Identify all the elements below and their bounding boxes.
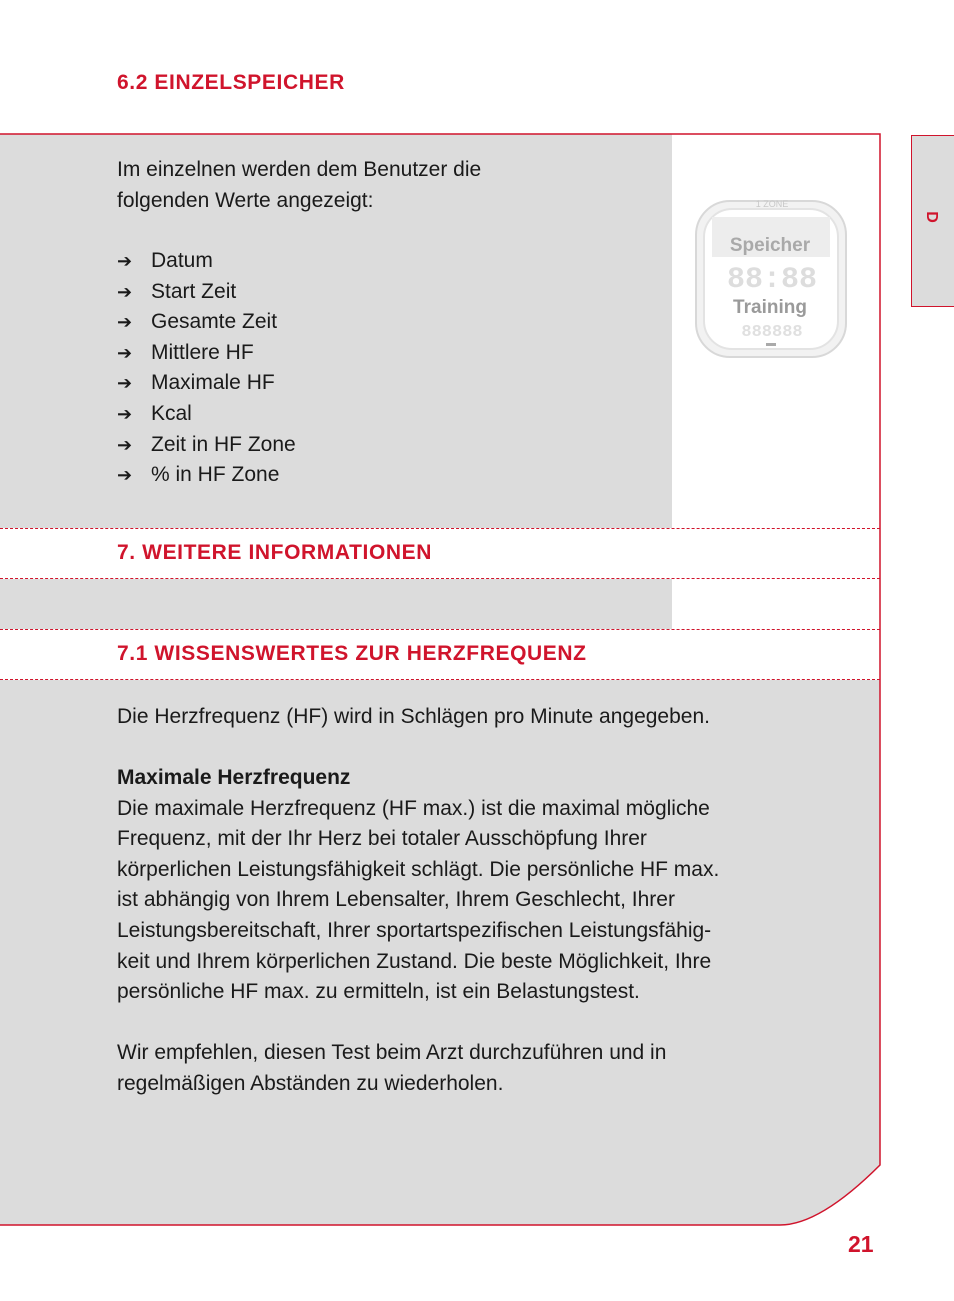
watch-bottom-digits: 888888 <box>741 323 803 342</box>
watch-digits: 88:88 <box>726 263 818 297</box>
paragraph-line: Leistungsbereitschaft, Ihrer sportartspezifischen Leistungsfähig- <box>117 918 712 942</box>
intro-line-2: folgenden Werte angezeigt: <box>117 188 374 212</box>
value-list <box>117 246 296 491</box>
paragraph-line: ist abhängig von Ihrem Lebensalter, Ihrem Geschlecht, Ihrer <box>117 888 675 912</box>
list-item <box>117 460 296 491</box>
paragraph-line: persönliche HF max. zu ermitteln, ist ein Belastungstest. <box>117 980 640 1004</box>
arrow-right-icon: ➔ <box>117 251 133 271</box>
arrow-right-icon: ➔ <box>117 403 133 424</box>
list-item-label: Gesamte Zeit <box>151 310 278 334</box>
section-heading-einzelspeicher: 6.2 EINZELSPEICHER <box>117 71 345 94</box>
arrow-right-icon: ➔ <box>117 312 133 333</box>
list-item-label: Kcal <box>151 401 192 425</box>
side-tab-label: D <box>922 211 940 223</box>
paragraph-line: Wir empfehlen, diesen Test beim Arzt durchzuführen und in <box>117 1041 667 1064</box>
max-hf-title: Maximale Herzfrequenz <box>117 766 351 789</box>
arrow-right-icon: ➔ <box>117 342 133 363</box>
recommendation-block <box>117 1038 666 1099</box>
side-tab <box>911 135 954 307</box>
list-item-label: Maximale HF <box>151 371 275 395</box>
watch-line-1: Speicher <box>729 235 811 256</box>
divider <box>0 528 880 529</box>
grey-panel-middle <box>0 579 672 629</box>
list-item <box>117 246 296 277</box>
arrow-right-icon: ➔ <box>117 281 133 302</box>
list-item-label: % in HF Zone <box>151 463 280 487</box>
max-hf-block <box>117 763 719 1008</box>
paragraph-line: keit und Ihrem körperlichen Zustand. Die beste Möglichkeit, Ihre <box>117 949 712 973</box>
intro-text <box>117 155 481 216</box>
section-heading-weitere-informationen: 7. WEITERE INFORMATIONEN <box>117 541 433 564</box>
divider <box>0 679 880 680</box>
watch-top-label: 1 ZONE <box>755 199 789 209</box>
paragraph-line: Frequenz, mit der Ihr Herz bei totaler Ausschöpfung Ihrer <box>117 827 647 851</box>
intro-line-1: Im einzelnen werden dem Benutzer die <box>117 158 482 181</box>
hf-intro-text: Die Herzfrequenz (HF) wird in Schlägen pro Minute angegeben. <box>117 705 710 728</box>
list-item <box>117 307 296 338</box>
paragraph-line: regelmäßigen Abständen zu wiederholen. <box>117 1071 504 1095</box>
page-number: 21 <box>848 1231 874 1257</box>
list-item <box>117 338 296 369</box>
list-item <box>117 430 296 461</box>
arrow-right-icon: ➔ <box>117 434 133 455</box>
arrow-right-icon: ➔ <box>117 465 133 486</box>
divider <box>0 629 880 630</box>
section-heading-herzfrequenz: 7.1 WISSENSWERTES ZUR HERZFREQUENZ <box>117 642 587 665</box>
paragraph-line: Die maximale Herzfrequenz (HF max.) ist die maximal mögliche <box>117 796 710 820</box>
list-item-label: Zeit in HF Zone <box>151 432 296 456</box>
arrow-right-icon: ➔ <box>117 373 133 394</box>
watch-line-2: Training <box>733 297 807 318</box>
list-item <box>117 399 296 430</box>
list-item <box>117 368 296 399</box>
list-item-label: Mittlere HF <box>151 340 254 364</box>
divider <box>0 578 880 579</box>
paragraph-line: körperlichen Leistungsfähigkeit schlägt. Die persönliche HF max. <box>117 857 720 881</box>
list-item-label: Datum <box>151 249 213 272</box>
watch-display-illustration <box>692 195 852 365</box>
list-item-label: Start Zeit <box>151 279 237 303</box>
list-item <box>117 277 296 308</box>
